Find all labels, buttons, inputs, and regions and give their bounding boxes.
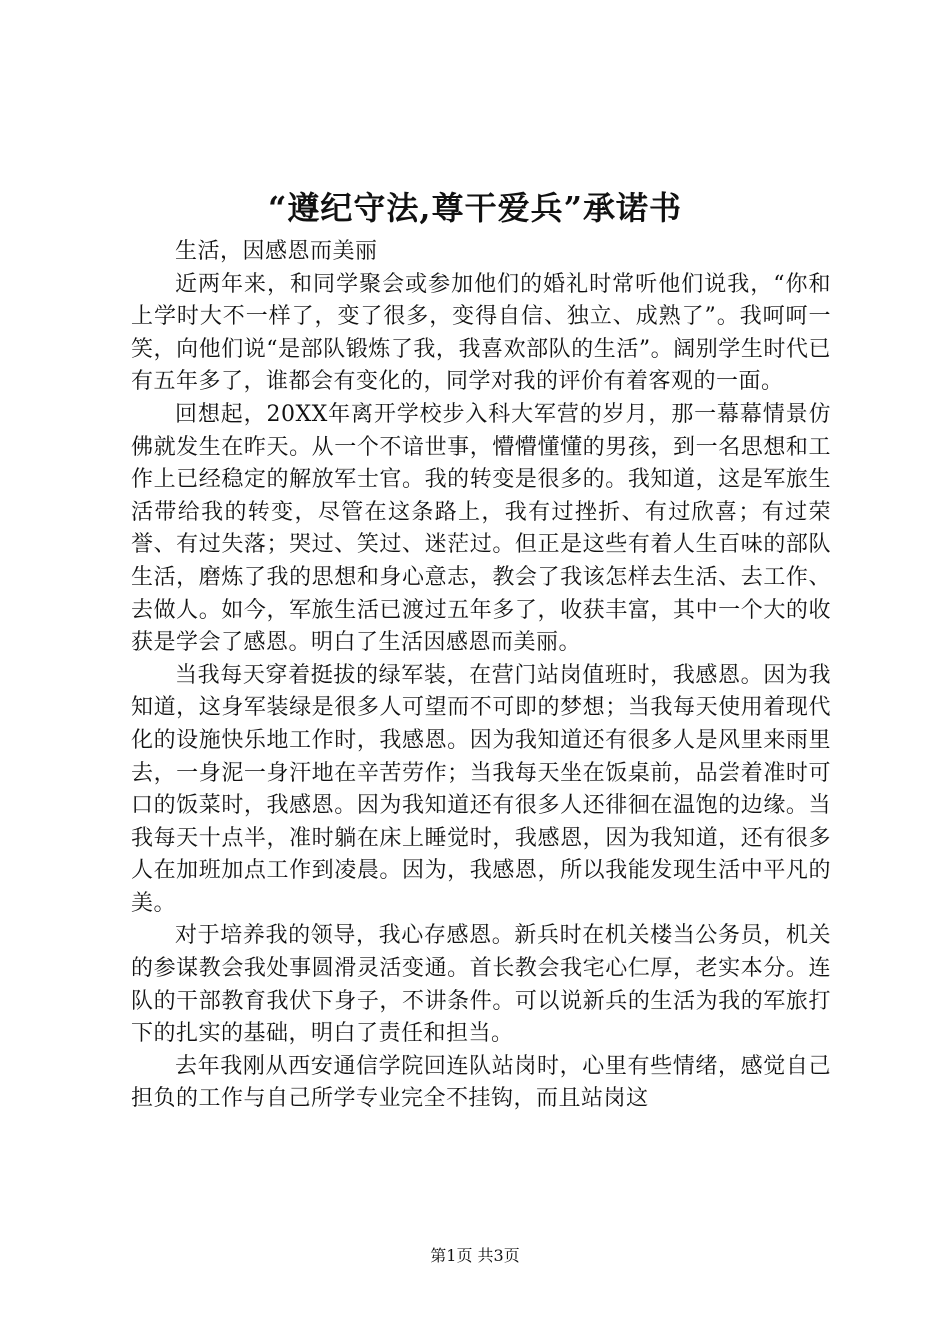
paragraph: 近两年来，和同学聚会或参加他们的婚礼时常听他们说我，“你和上学时大不一样了，变了很多，变得自信、独立、成熟了”。我呵呵一笑，向他们说“是部队锻炼了我，我喜欢部队的生活”。阔别学生时代已有五年多了，谁都会有变化的，同学对我的评价有着客观的一面。 [131,271,831,395]
paragraph: 当我每天穿着挺拔的绿军装，在营门站岗值班时，我感恩。因为我知道，这身军装绿是很多人可望而不可即的梦想；当我每天使用着现代化的设施快乐地工作时，我感恩。因为我知道还有很多人是风里来雨里去，一身泥一身汗地在辛苦劳作；当我每天坐在饭桌前，品尝着准时可口的饭菜时，我感恩。因为我知道还有很多人还徘徊在温饱的边缘。当我每天十点半，准时躺在床上睡觉时，我感恩，因为我知道，还有很多人在加班加点工作到凌晨。因为，我感恩，所以我能发现生活中平凡的美。 [131,662,831,916]
paragraph: 对于培养我的领导，我心存感恩。新兵时在机关楼当公务员，机关的参谋教会我处事圆滑灵活变通。首长教会我宅心仁厚，老实本分。连队的干部教育我伏下身子，不讲条件。可以说新兵的生活为我的军旅打下的扎实的基础，明白了责任和担当。 [131,923,831,1047]
page-footer: 第1页 共3页 [430,1246,520,1265]
paragraph-subtitle: 生活，因感恩而美丽 [175,239,378,264]
paragraph: 回想起，20XX年离开学校步入科大军营的岁月，那一幕幕情景仿佛就发生在昨天。从一个不谙世事，懵懵懂懂的男孩，到一名思想和工作上已经稳定的解放军士官。我的转变是很多的。我知道，这是军旅生活带给我的转变，尽管在这条路上，我有过挫折、有过欣喜；有过荣誉、有过失落；哭过、笑过、迷茫过。但正是这些有着人生百味的部队生活，磨炼了我的思想和身心意志，教会了我该怎样去生活、去工作、去做人。如今，军旅生活已渡过五年多了，收获丰富，其中一个大的收获是学会了感恩。明白了生活因感恩而美丽。 [131,401,831,656]
document-title: “遵纪守法,尊干爱兵”承诺书 [268,189,682,227]
document-body [131,236,831,1116]
paragraph: 去年我刚从西安通信学院回连队站岗时，心里有些情绪，感觉自己担负的工作与自己所学专业完全不挂钩，而且站岗这 [131,1053,831,1112]
